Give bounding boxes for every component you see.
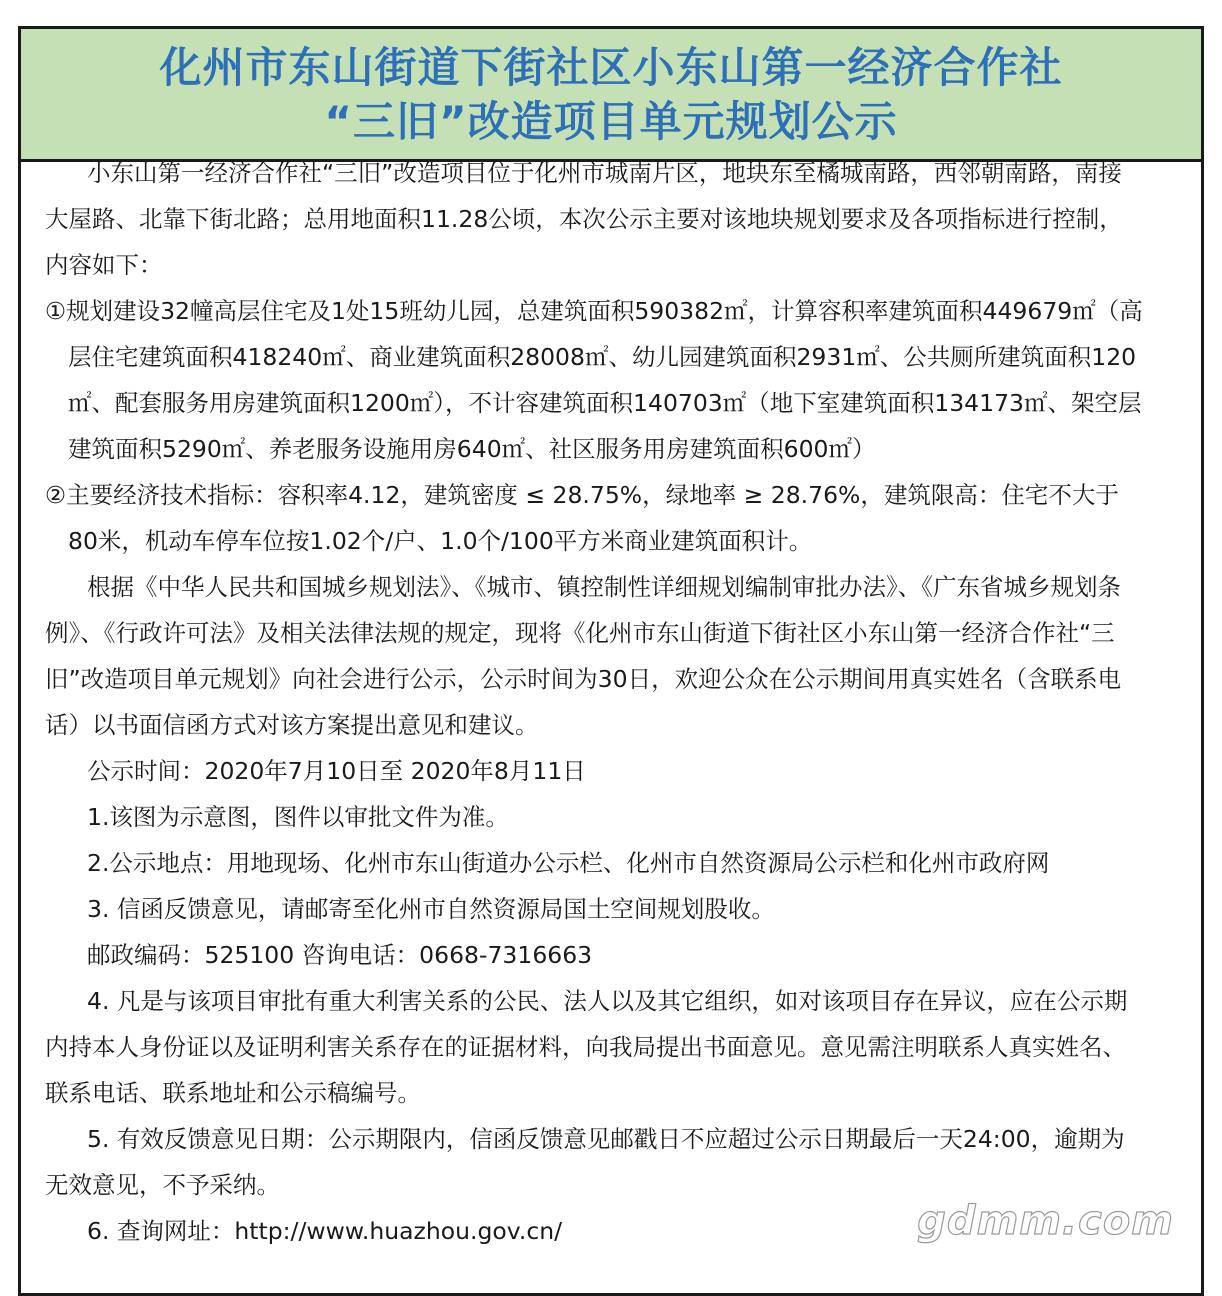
notice-body [45,150,1145,1254]
intro-paragraph: 小东山第一经济合作社“三旧”改造项目位于化州市城南片区，地块东至橘城南路，西邻朝南路，南接大屋路、北靠下街北路；总用地面积11.28公顷，本次公示主要对该地块规划要求及各项指标进行控制，内容如下： [45,159,1123,279]
contact-info: 邮政编码：525100 咨询电话：0668-7316663 [87,941,593,969]
note-4: 4. 凡是与该项目审批有重大利害关系的公民、法人以及其它组织，如对该项目存在异议，应在公示期内持本人身份证以及证明利害关系存在的证据材料，向我局提出书面意见。意见需注明联系人真实姓名、联系电话、联系地址和公示稿编号。 [45,987,1128,1107]
legal-basis-paragraph: 根据《中华人民共和国城乡规划法》、《城市、镇控制性详细规划编制审批办法》、《广东省城乡规划条例》、《行政许可法》及相关法律法规的规定，现将《化州市东山街道下街社区小东山第一经济合作社“三旧”改造项目单元规划》向社会进行公示，公示时间为30日，欢迎公众在公示期间用真实姓名（含联系电话）以书面信函方式对该方案提出意见和建议。 [45,573,1122,739]
note-5: 5. 有效反馈意见日期：公示期限内，信函反馈意见邮戳日不应超过公示日期最后一天24:00，逾期为无效意见，不予采纳。 [45,1125,1125,1199]
title-line-2: “三旧”改造项目单元规划公示 [324,97,898,146]
note-6-website: 6. 查询网址：http://www.huazhou.gov.cn/ [87,1217,563,1245]
note-3: 3. 信函反馈意见，请邮寄至化州市自然资源局国土空间规划股收。 [87,895,775,923]
title-banner [21,29,1201,162]
site-watermark: gdmm.com [917,1198,1174,1244]
note-1: 1.该图为示意图，图件以审批文件为准。 [87,803,509,831]
plan-item-2: ②主要经济技术指标：容积率4.12，建筑密度 ≤ 28.75%，绿地率 ≥ 28.76%，建筑限高：住宅不大于80米，机动车停车位按1.02个/户、1.0个/100平方米商业建筑面积计。 [45,481,1119,555]
title-line-1: 化州市东山街道下街社区小东山第一经济合作社 [159,43,1063,92]
publicity-period: 公示时间：2020年7月10日至 2020年8月11日 [87,757,586,785]
plan-item-1: ①规划建设32幢高层住宅及1处15班幼儿园，总建筑面积590382㎡，计算容积率建筑面积449679㎡（高层住宅建筑面积418240㎡、商业建筑面积28008㎡、幼儿园建筑面积2931㎡、公共厕所建筑面积120㎡、配套服务用房建筑面积1200㎡），不计容建筑面积140703㎡（地下室建筑面积134173㎡、架空层建筑面积5290㎡、养老服务设施用房640㎡、社区服务用房建筑面积600㎡） [45,297,1143,463]
note-2: 2.公示地点：用地现场、化州市东山街道办公示栏、化州市自然资源局公示栏和化州市政府网 [87,849,1050,877]
